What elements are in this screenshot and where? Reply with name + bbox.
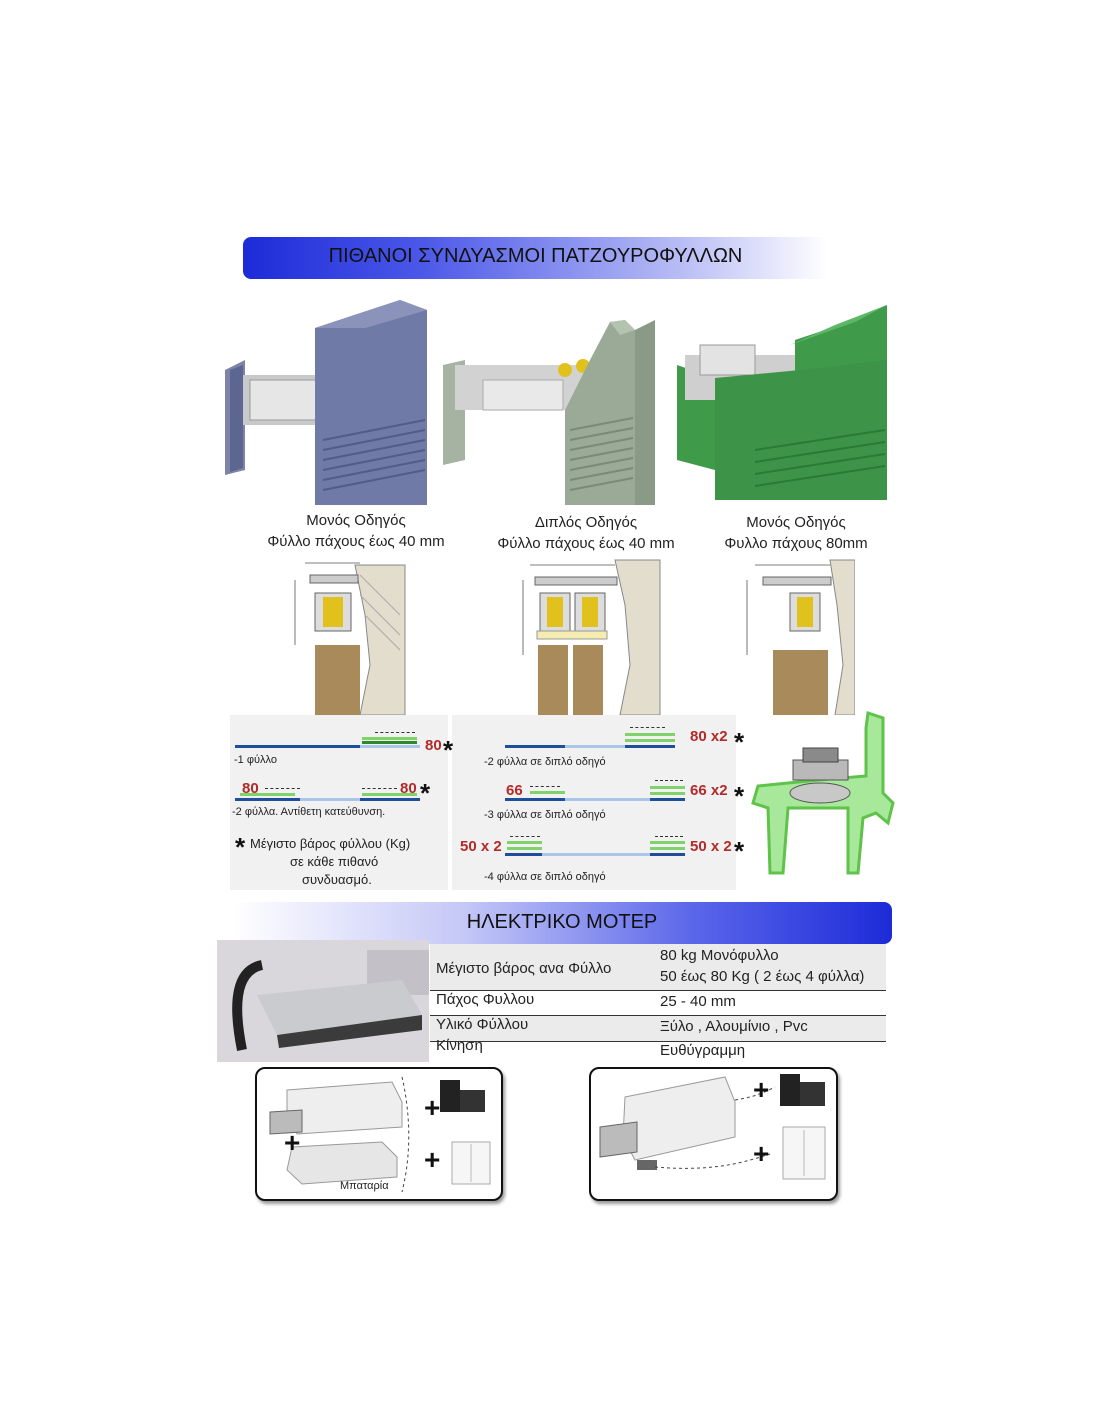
spec-row-motion xyxy=(430,1037,886,1066)
combo-label: -2 φύλλα σε διπλό οδηγό xyxy=(484,756,606,768)
plus-sign: + xyxy=(284,1127,301,1158)
rail-dark xyxy=(650,853,685,856)
rail-dark xyxy=(505,853,542,856)
spec-value-2: 50 έως 80 Kg ( 2 έως 4 φύλλα) xyxy=(660,968,865,985)
weight-label: 80 x2 xyxy=(690,728,728,745)
rail-dark xyxy=(360,798,420,801)
leaf-green xyxy=(507,847,542,850)
motor-title: ΗΛΕΚΤΡΙΚΟ ΜΟΤΕΡ xyxy=(466,911,658,933)
direction-arrow xyxy=(362,788,397,789)
rail-profile-drawing xyxy=(748,708,896,880)
plus-sign: + xyxy=(424,1092,441,1123)
spec-key: Μέγιστο βάρος ανα Φύλλο xyxy=(436,960,612,977)
direction-arrow xyxy=(375,732,415,733)
note-line2: σε κάθε πιθανό xyxy=(290,854,379,869)
caption-line1: Μονός Οδηγός xyxy=(306,512,406,529)
rail-light xyxy=(565,745,625,748)
spec-row-thickness xyxy=(430,991,886,1015)
plus-sign: + xyxy=(753,1074,770,1105)
caption-line1: Μονός Οδηγός xyxy=(746,514,846,531)
spec-value: 80 kg Μονόφυλλο xyxy=(660,947,779,964)
rail-dark xyxy=(650,798,685,801)
star-mark: * xyxy=(235,832,246,862)
spec-row-material xyxy=(430,1016,886,1041)
rail-dark xyxy=(625,745,675,748)
leaf-green xyxy=(530,791,565,794)
product-caption-1 xyxy=(236,510,476,552)
weight-label-right: 80 xyxy=(400,780,417,797)
motor-kit-illustration xyxy=(595,1072,829,1194)
star-mark: * xyxy=(734,727,745,757)
spec-key: Κίνηση xyxy=(436,1037,483,1054)
leaf-green xyxy=(650,841,685,844)
battery-label: Μπαταρία xyxy=(340,1180,389,1192)
section-banner-motor xyxy=(232,902,892,944)
weight-label-left: 66 xyxy=(506,782,523,799)
product-images xyxy=(215,300,905,505)
weight-label-right: 66 x2 xyxy=(690,782,728,799)
star-mark: * xyxy=(734,781,745,811)
direction-arrow xyxy=(510,836,540,837)
spec-value: Ξύλο , Αλουμίνιο , Pvc xyxy=(660,1018,808,1035)
note-line1: Μέγιστο βάρος φύλλου (Kg) xyxy=(250,836,411,851)
star-mark: * xyxy=(734,836,745,866)
leaf-green xyxy=(650,847,685,850)
rail-dark xyxy=(505,745,565,748)
spec-value: 25 - 40 mm xyxy=(660,993,736,1010)
star-mark: * xyxy=(443,735,454,765)
rail-light xyxy=(565,798,650,801)
leaf-green xyxy=(650,786,685,789)
direction-arrow xyxy=(655,780,683,781)
caption-line2: Φύλλο πάχους έως 40 mm xyxy=(497,535,675,552)
combo-label: -2 φύλλα. Αντίθετη κατεύθυνση. xyxy=(232,806,386,818)
combo-label: -3 φύλλα σε διπλό οδηγό xyxy=(484,809,606,821)
combo-label: -4 φύλλα σε διπλό οδηγό xyxy=(484,871,606,883)
spec-key: Υλικό Φύλλου xyxy=(436,1016,529,1033)
product-caption-3 xyxy=(676,512,916,554)
spec-row-weight xyxy=(430,944,886,990)
weight-label-right: 50 x 2 xyxy=(690,838,732,855)
weight-label: 80 xyxy=(425,737,442,754)
caption-line2: Φύλλο πάχους έως 40 mm xyxy=(267,533,445,550)
product-image-double-guide-sage xyxy=(443,320,655,505)
direction-arrow xyxy=(530,786,560,787)
leaf-green xyxy=(507,841,542,844)
leaf-green xyxy=(625,733,675,736)
section-drawing-1 xyxy=(295,563,405,715)
product-caption-2 xyxy=(466,512,706,554)
rail-light xyxy=(300,798,360,801)
combo-label: -1 φύλλο xyxy=(234,754,277,766)
spec-value: Ευθύγραμμη xyxy=(660,1042,746,1059)
caption-line2: Φυλλο πάχους 80mm xyxy=(724,535,868,552)
weight-label-left: 80 xyxy=(242,780,259,797)
plus-sign: + xyxy=(753,1138,770,1169)
motor-photo xyxy=(217,940,429,1062)
direction-arrow xyxy=(630,727,665,728)
technical-drawings xyxy=(285,555,855,715)
plus-sign: + xyxy=(424,1144,441,1175)
caption-line1: Διπλός Οδηγός xyxy=(534,514,638,531)
rail-light xyxy=(542,853,650,856)
section-drawing-2 xyxy=(523,560,660,715)
leaf-green xyxy=(362,737,417,740)
leaf-green xyxy=(625,739,675,742)
rail-light xyxy=(360,745,420,748)
note-line3: συνδυασμό. xyxy=(302,872,372,887)
star-mark: * xyxy=(420,778,431,808)
spec-key: Πάχος Φυλλου xyxy=(436,991,535,1008)
section-title: ΠΙΘΑΝΟΙ ΣΥΝΔΥΑΣΜΟΙ ΠΑΤΖΟΥΡΟΦΥΛΛΩΝ xyxy=(328,245,743,267)
leaf-green xyxy=(650,792,685,795)
section-drawing-3 xyxy=(747,560,855,715)
leaf-green-dark xyxy=(362,741,417,744)
section-banner-combinations xyxy=(243,237,828,279)
product-image-single-guide-blue xyxy=(225,300,427,505)
product-image-single-guide-green xyxy=(677,305,887,500)
weight-label-left: 50 x 2 xyxy=(460,838,502,855)
direction-arrow xyxy=(655,836,683,837)
rail-dark xyxy=(235,745,360,748)
direction-arrow xyxy=(265,788,300,789)
